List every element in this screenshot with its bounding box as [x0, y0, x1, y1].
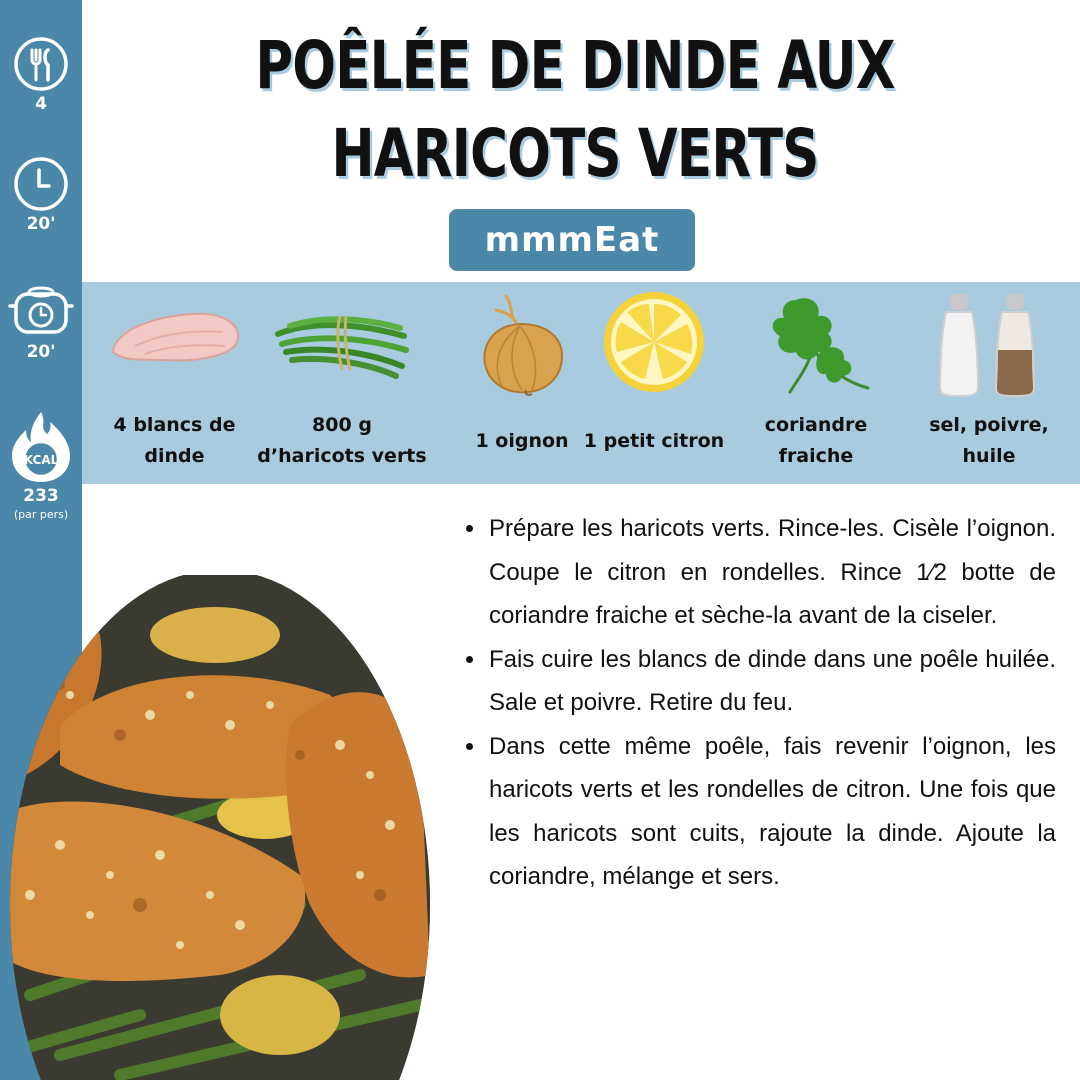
- step-item: Fais cuire les blancs de dinde dans une poêle huilée. Sale et poivre. Retire du feu.: [462, 638, 1056, 725]
- green-beans-icon: [272, 290, 412, 390]
- servings-value: 4: [35, 94, 47, 114]
- preparation-steps: [462, 507, 1056, 899]
- clock-icon: [13, 156, 69, 212]
- onion-icon: [462, 290, 582, 402]
- ingredient-item: [574, 282, 734, 484]
- ingredient-item: [904, 282, 1074, 484]
- calories-value: 233: [23, 486, 59, 506]
- ingredient-label: sel, poivre, huile: [929, 414, 1049, 467]
- prep-time-stat: [0, 156, 82, 234]
- cilantro-icon: [756, 290, 876, 400]
- ingredient-item: [82, 282, 267, 484]
- ingredient-item: [735, 282, 897, 484]
- ingredient-item: [252, 282, 432, 484]
- step-item: Prépare les haricots verts. Rince-les. Cisèle l’oignon. Coupe le citron en rondelles. Rince 1⁄2 botte de coriandre fraiche et sèche-la avant de la ciseler.: [462, 507, 1056, 638]
- prep-time-value: 20': [26, 214, 56, 234]
- recipe-title: POÊLÉE DE DINDE AUX HARICOTS VERTS: [255, 27, 895, 192]
- flame-kcal-icon: [9, 410, 73, 484]
- calories-unit: (par pers): [13, 508, 69, 521]
- calories-stat: [0, 410, 82, 521]
- pot-timer-icon: [8, 280, 74, 340]
- brand-badge: mmmEat: [449, 209, 695, 271]
- turkey-breast-icon: [105, 290, 245, 390]
- ingredient-label: 4 blancs de dinde: [113, 414, 236, 467]
- cook-time-stat: [0, 280, 82, 362]
- ingredient-label: 800 g d’haricots verts: [257, 414, 427, 467]
- ingredients-band: [82, 282, 1080, 484]
- salt-pepper-icon: [934, 290, 1044, 402]
- ingredient-label: coriandre fraiche: [764, 414, 868, 467]
- lemon-slice-icon: [599, 290, 709, 400]
- step-item: Dans cette même poêle, fais revenir l’oignon, les haricots verts et les rondelles de citron. Une fois que les haricots sont cuits, rajoute la dinde. Ajoute la coriandre, mélange et sers.: [462, 725, 1056, 899]
- dish-photo: [0, 575, 430, 1080]
- ingredient-label: 1 oignon: [475, 429, 569, 452]
- fork-knife-icon: [13, 36, 69, 92]
- ingredient-label: 1 petit citron: [583, 429, 725, 452]
- servings-stat: [0, 36, 82, 114]
- kcal-badge-text: KCAL: [23, 453, 59, 467]
- cook-time-value: 20': [26, 342, 56, 362]
